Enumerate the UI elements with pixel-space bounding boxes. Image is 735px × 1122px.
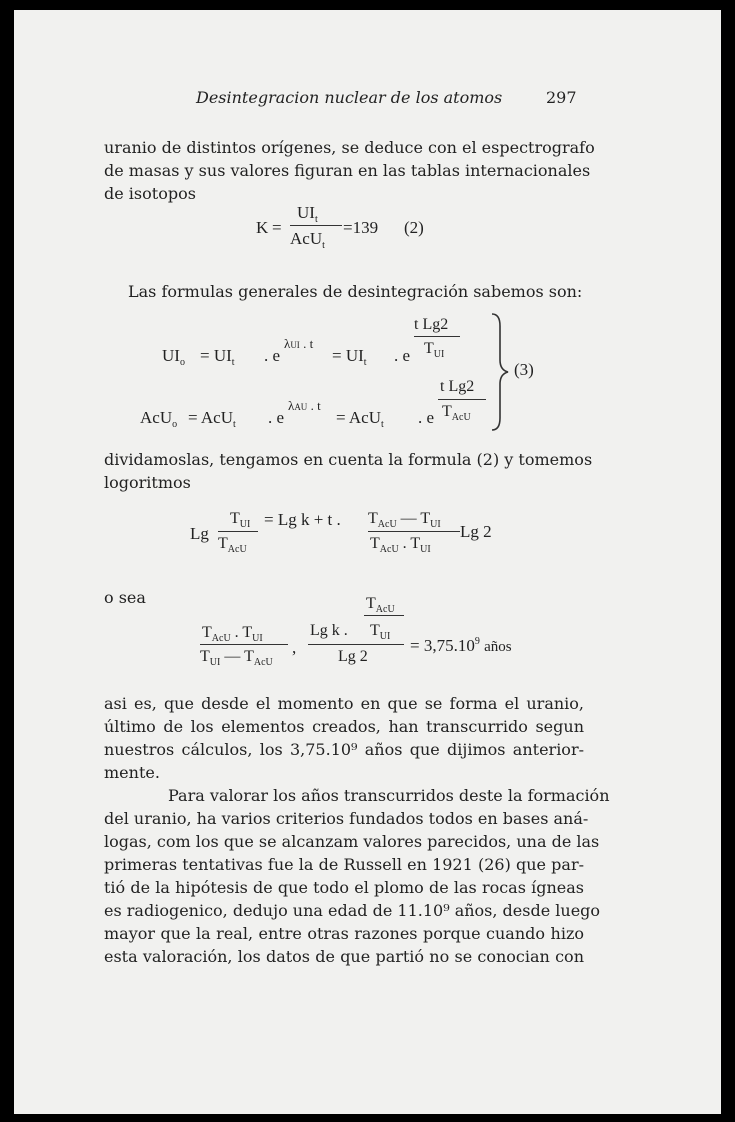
eq3-l2-frac-den: $T_{AcU}$ <box>442 403 471 423</box>
eq3-l2-exponent: λAU . t <box>288 398 321 413</box>
eq4-frac-bar-2 <box>368 531 460 532</box>
dividing-line: logoritmos <box>104 473 191 492</box>
conclusion-line: asi es, que desde el momento en que se forma el uranio, <box>104 694 584 713</box>
eq4-lgk-t: = Lg k + t . <box>264 510 341 529</box>
eq5-top-t: $T_{AcU}$ <box>366 595 395 615</box>
final-line: primeras tentativas fue la de Russell en 1921 (26) que par- <box>104 855 584 874</box>
eq4-lg2: Lg 2 <box>460 522 492 541</box>
eq3-l1-lhs: $UI_o$ <box>162 346 185 368</box>
conclusion-paragraph <box>104 692 584 784</box>
intro-paragraph <box>104 136 595 205</box>
eq4-frac-num: $T_{UI}$ <box>230 510 251 530</box>
eq5-main-bar <box>308 644 404 645</box>
eq3-l1-frac-num: t Lg2 <box>414 316 449 333</box>
final-line: logas, com los que se alcanzam valores parecidos, una de las <box>104 832 600 851</box>
eq2-denominator: AcU$_t$ <box>290 229 325 251</box>
final-line: Para valorar los años transcurridos deste la formación <box>168 786 610 805</box>
intro-line: uranio de distintos orígenes, se deduce con el espectrografo <box>104 138 595 157</box>
eq5-tui: $T_{UI}$ <box>370 622 391 642</box>
eq3-l2-frac-bar <box>438 399 486 400</box>
final-line: mayor que la real, entre otras razones porque cuando hizo <box>104 924 584 943</box>
eq4-frac-den: $T_{AcU}$ <box>218 535 247 555</box>
formulas-intro-text: Las formulas generales de desintegración sabemos son: <box>128 282 583 301</box>
eq3-l2-lhs: AcU$_o$ <box>140 408 178 430</box>
final-line: es radiogenico, dedujo una edad de 11.10⁹ años, desde luego <box>104 901 601 920</box>
eq3-l2-eq-acu: = AcU$_t$ <box>336 408 384 430</box>
eq5-lg2: Lg 2 <box>338 648 368 665</box>
book-page <box>14 10 721 1114</box>
eq4-num: $T_{AcU}$ — $T_{UI}$ <box>368 510 441 530</box>
dividing-line: dividamoslas, tengamos en cuenta la formula (2) y tomemos <box>104 450 593 469</box>
intro-line: de masas y sus valores figuran en las tablas internacionales <box>104 161 591 180</box>
intro-line: de isotopos <box>104 184 196 203</box>
eq3-label: (3) <box>514 360 534 379</box>
eq3-l2-frac-num: t Lg2 <box>440 378 475 395</box>
eq3-l1-e2: . e <box>394 346 411 365</box>
eq5-left-den: $T_{UI}$ — $T_{AcU}$ <box>200 648 273 668</box>
eq2-fraction-bar <box>290 225 342 226</box>
eq3-l1-frac-den: $T_{UI}$ <box>424 340 445 360</box>
eq2-result: =139 <box>343 218 379 237</box>
eq3-l1-mid: = $UI_t$ <box>200 346 235 368</box>
conclusion-line: mente. <box>104 763 160 782</box>
conclusion-line: nuestros cálculos, los 3,75.10⁹ años que dijimos anterior- <box>104 740 584 759</box>
eq2-equals: = <box>272 218 282 237</box>
eq5-top-bar <box>364 615 404 616</box>
o-sea <box>104 586 146 609</box>
eq3-l2-mid: = AcU$_t$ <box>188 408 236 430</box>
eq5-left-bar <box>200 644 288 645</box>
eq3-l1-e: . e <box>264 346 281 365</box>
eq4-frac-bar <box>218 531 258 532</box>
running-title: Desintegracion nuclear de los atomos <box>196 88 503 107</box>
final-line: tió de la hipótesis de que todo el plomo de las rocas ígneas <box>104 878 584 897</box>
page-number: 297 <box>546 88 577 107</box>
conclusion-line: último de los elementos creados, han transcurrido segun <box>104 717 584 736</box>
eq3-l2-e: . e <box>268 408 285 427</box>
eq2-lhs: K <box>256 218 269 237</box>
eq5-comma: , <box>292 638 297 657</box>
o-sea-text: o sea <box>104 588 146 607</box>
eq2-label: (2) <box>404 218 424 237</box>
final-paragraph <box>104 784 610 968</box>
page-header <box>14 88 721 112</box>
right-brace <box>488 312 512 432</box>
dividing-paragraph <box>104 448 593 494</box>
final-line: esta valoración, los datos de que partió no se conocian con <box>104 947 584 966</box>
final-line: del uranio, ha varios criterios fundados todos en bases aná- <box>104 809 589 828</box>
eq4-lg: Lg <box>190 524 209 543</box>
eq3-l1-exponent: λUI . t <box>284 336 314 351</box>
eq4-den: $T_{AcU}$ . $T_{UI}$ <box>370 535 431 555</box>
eq3-l2-e2: . e <box>418 408 435 427</box>
eq5-result: = $3,75.10^9$ años <box>410 636 512 655</box>
eq5-left-num: $T_{AcU}$ . $T_{UI}$ <box>202 624 263 644</box>
formulas-intro <box>128 280 588 303</box>
eq3-l1-frac-bar <box>414 336 460 337</box>
eq3-l1-eq-ui: = $UI_t$ <box>332 346 367 368</box>
eq2-numerator: $UI_t$ <box>297 203 318 225</box>
eq5-lgk: Lg k . <box>310 622 348 639</box>
